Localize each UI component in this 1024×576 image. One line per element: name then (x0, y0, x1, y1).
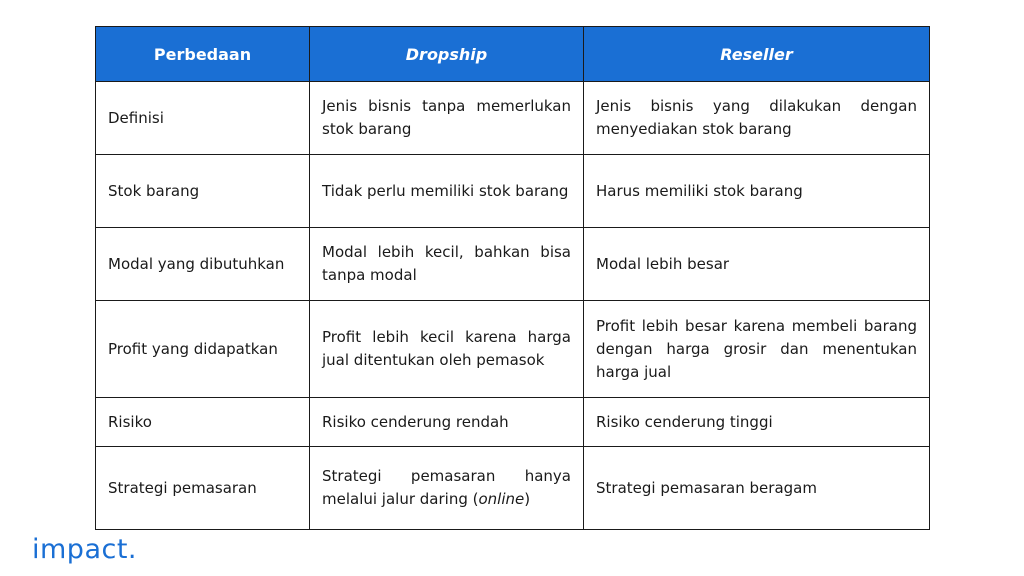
dropship-cell: Tidak perlu memiliki stok barang (310, 155, 584, 228)
table-row (96, 82, 930, 155)
dropship-cell (310, 447, 584, 530)
table-row (96, 398, 930, 447)
online-term: online (478, 490, 525, 508)
header-row (96, 27, 930, 82)
header-perbedaan: Perbedaan (96, 27, 310, 82)
dropship-cell: Jenis bisnis tanpa memerlukan stok barang (310, 82, 584, 155)
reseller-cell: Profit lebih besar karena membeli barang dengan harga grosir dan menentukan harga jual (584, 301, 930, 398)
row-label: Stok barang (96, 155, 310, 228)
dropship-text: Strategi pemasaran hanya melalui jalur daring ( (322, 467, 571, 508)
reseller-cell: Harus memiliki stok barang (584, 155, 930, 228)
dropship-cell: Modal lebih kecil, bahkan bisa tanpa modal (310, 228, 584, 301)
header-dropship: Dropship (310, 27, 584, 82)
reseller-cell: Strategi pemasaran beragam (584, 447, 930, 530)
table-row (96, 155, 930, 228)
reseller-cell: Risiko cenderung tinggi (584, 398, 930, 447)
comparison-table (95, 26, 930, 530)
dropship-text-end: ) (524, 490, 531, 508)
row-label: Risiko (96, 398, 310, 447)
table-row (96, 447, 930, 530)
reseller-cell: Jenis bisnis yang dilakukan dengan menyediakan stok barang (584, 82, 930, 155)
dropship-cell: Profit lebih kecil karena harga jual ditentukan oleh pemasok (310, 301, 584, 398)
impact-logo: impact. (32, 534, 138, 565)
table-row (96, 301, 930, 398)
row-label: Strategi pemasaran (96, 447, 310, 530)
table-row (96, 228, 930, 301)
dropship-cell: Risiko cenderung rendah (310, 398, 584, 447)
reseller-cell: Modal lebih besar (584, 228, 930, 301)
header-reseller: Reseller (584, 27, 930, 82)
row-label: Definisi (96, 82, 310, 155)
row-label: Profit yang didapatkan (96, 301, 310, 398)
row-label: Modal yang dibutuhkan (96, 228, 310, 301)
